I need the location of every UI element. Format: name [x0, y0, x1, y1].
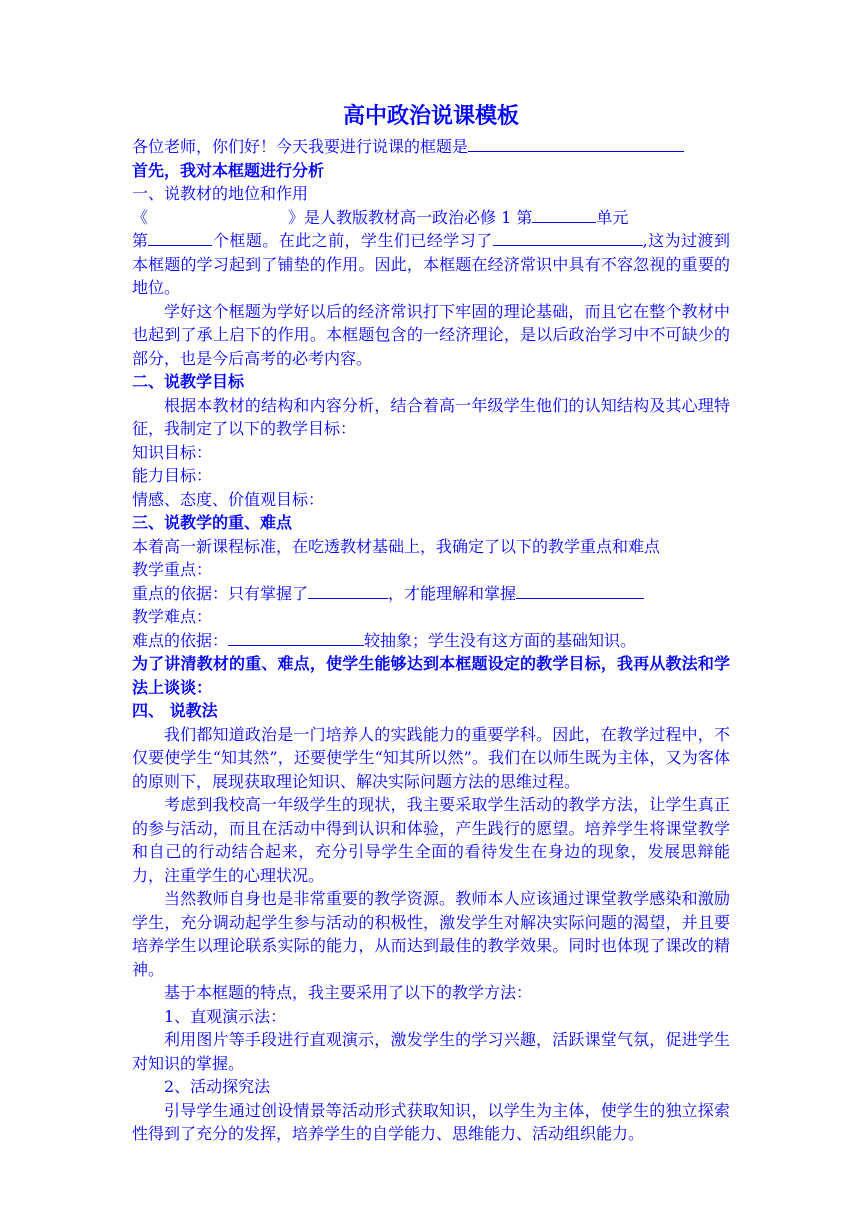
section-1-para-2: 学好这个框题为学好以后的经济常识打下牢固的理论基础，而且它在整个教材中也起到了承上启下的作用。本框题包含的一经济理论，是以后政治学习中不可缺少的部分，也是今后高考的必考内容。 — [132, 301, 730, 368]
document-page — [132, 100, 730, 1146]
key-point-label: 教学重点： — [132, 560, 213, 579]
section-4-para-2: 考虑到我校高一年级学生的现状，我主要采取学生活动的教学方法，让学生真正的参与活动，而且在活动中得到认识和体验，产生践行的愿望。培养学生将课堂教学和自己的行动结合起来，充分引导学生全面的看待发生在身边的现象，发展思辩能力，注重学生的心理状况。 — [132, 795, 730, 885]
key-basis-text-a: 重点的依据：只有掌握了 — [132, 583, 309, 603]
diff-basis-text-a: 难点的依据： — [132, 630, 229, 650]
transition-para: 为了讲清教材的重、难点，使学生能够达到本框题设定的教学目标，我再从教法和学法上谈谈： — [132, 654, 730, 697]
section-2-para: 根据本教材的结构和内容分析，结合着高一年级学生他们的认知结构及其心理特征，我制定了以下的教学目标： — [132, 395, 730, 438]
di-text: 第 — [132, 231, 149, 250]
para-1-rest: ,这为过渡到本框题的学习起到了铺垫的作用。因此，本框题在经济常识中具有不容忽视的重要的地位。 — [132, 231, 730, 297]
section-4-para-3: 当然教师自身也是非常重要的教学资源。教师本人应该通过课堂教学感染和激励学生，充分调动起学生参与活动的积极性，激发学生对解决实际问题的渴望，并且要培养学生以理论联系实际的能力，从而达到最佳的教学效果。同时也体现了课改的精神。 — [132, 889, 730, 979]
section-1-para-1 — [132, 229, 730, 300]
book-close-text: 》是人教版教材高一政治必修 1 第 — [288, 207, 533, 227]
key-basis-line — [132, 582, 730, 606]
intro-heading: 首先，我对本框题进行分析 — [132, 160, 325, 180]
topic-blank[interactable] — [468, 135, 684, 152]
book-open: 《 — [132, 207, 149, 227]
section-3-intro: 本着高一新课程标准，在吃透教材基础上，我确定了以下的教学重点和难点 — [132, 536, 661, 556]
ability-goal: 能力目标： — [132, 466, 213, 485]
section-4-para-4: 基于本框题的特点，我主要采用了以下的教学方法： — [164, 983, 533, 1002]
method-2-text: 引导学生通过创设情景等活动形式获取知识，以学生为主体，使学生的独立探索性得到了充分的发挥，培养学生的自学能力、思维能力、活动组织能力。 — [132, 1100, 730, 1143]
knowledge-goal: 知识目标： — [132, 442, 213, 462]
greeting-line — [132, 135, 730, 159]
unit-text: 单元 — [596, 207, 629, 227]
key-basis-text-b: ，才能理解和掌握 — [388, 583, 517, 603]
learned-blank[interactable] — [493, 229, 643, 246]
difficulty-label: 教学难点： — [132, 607, 213, 626]
method-2-title: 2、活动探究法 — [164, 1077, 271, 1096]
frame-text: 个框题。在此之前，学生们已经学习了 — [212, 231, 493, 250]
section-2-heading: 二、说教学目标 — [132, 372, 245, 391]
difficulty-basis-line — [132, 629, 730, 653]
frame-blank[interactable] — [148, 229, 212, 246]
diff-basis-blank[interactable] — [228, 629, 364, 646]
key-basis-blank-2[interactable] — [516, 582, 644, 599]
document-title: 高中政治说课模板 — [342, 103, 519, 129]
diff-basis-text-b: 较抽象；学生没有这方面的基础知识。 — [364, 630, 637, 650]
section-1-heading: 一、说教材的地位和作用 — [132, 184, 309, 203]
section-4-heading: 四、 说教法 — [132, 701, 218, 720]
emotion-goal: 情感、态度、价值观目标： — [132, 489, 325, 509]
greeting-text: 各位老师，你们好！今天我要进行说课的框题是 — [132, 137, 469, 156]
book-line — [132, 206, 730, 230]
section-4-para-1: 我们都知道政治是一门培养人的实践能力的重要学科。因此，在教学过程中，不仅要使学生“知其然”，还要使学生“知其所以然”。我们在以师生既为主体，又为客体的原则下，展现获取理论知识、解决实际问题方法的思维过程。 — [132, 724, 730, 791]
section-3-heading: 三、说教学的重、难点 — [132, 513, 293, 532]
unit-blank[interactable] — [532, 206, 596, 223]
key-basis-blank-1[interactable] — [308, 582, 388, 599]
method-1-text: 利用图片等手段进行直观演示，激发学生的学习兴趣，活跃课堂气氛，促进学生对知识的掌握。 — [132, 1030, 730, 1073]
method-1-title: 1、直观演示法： — [164, 1006, 287, 1026]
